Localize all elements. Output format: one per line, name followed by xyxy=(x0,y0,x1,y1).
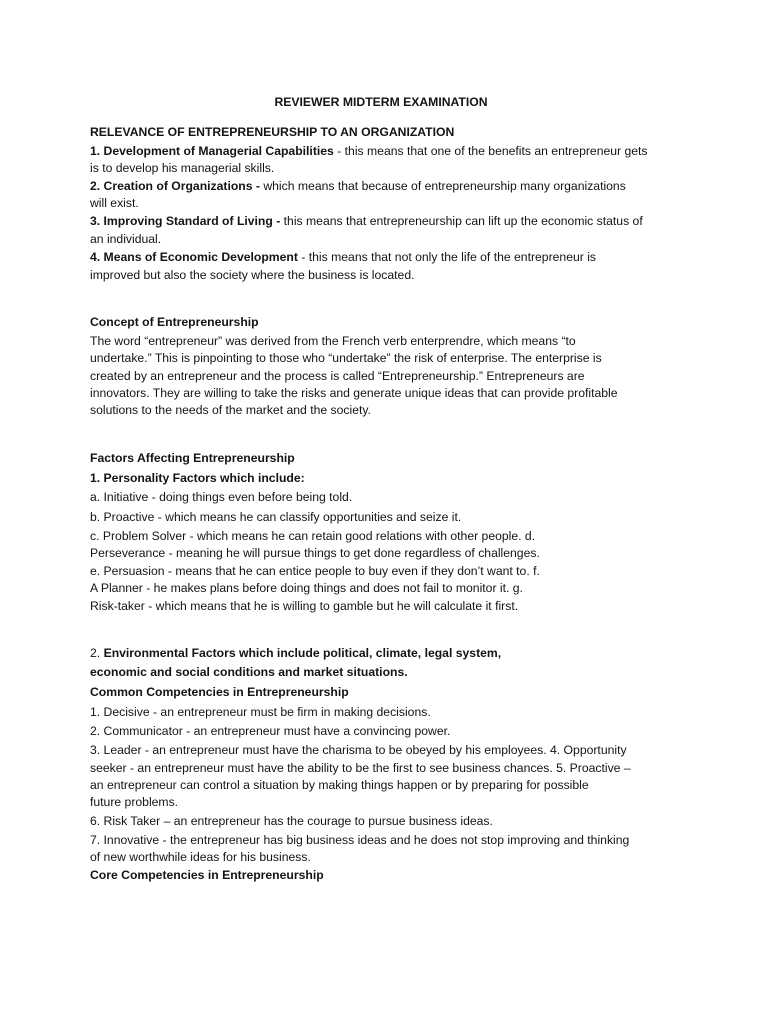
personality-factor-line: Risk-taker - which means that he is willing to gamble but he will calculate it first. xyxy=(90,599,519,613)
page-title: REVIEWER MIDTERM EXAMINATION xyxy=(274,95,488,109)
relevance-item-3-text: this means that entrepreneurship can lift up the economic status of xyxy=(280,214,643,228)
concept-line: solutions to the needs of the market and the society. xyxy=(90,403,371,417)
relevance-item-1 xyxy=(90,143,648,159)
personality-factor-line: e. Persuasion - means that he can entice people to buy even if they don’t want to. f. xyxy=(90,564,540,578)
environmental-factors-line-2: economic and social conditions and market situations. xyxy=(90,665,408,679)
relevance-heading: RELEVANCE OF ENTREPRENEURSHIP TO AN ORGANIZATION xyxy=(90,125,455,139)
common-competency-line: future problems. xyxy=(90,795,179,809)
personality-factors-heading: 1. Personality Factors which include: xyxy=(90,471,305,485)
common-competency-line: of new worthwhile ideas for his business. xyxy=(90,850,311,864)
relevance-item-3-label: 3. Improving Standard of Living - xyxy=(90,214,281,228)
common-competency-line: 7. Innovative - the entrepreneur has big business ideas and he does not stop improving and thinking xyxy=(90,833,630,847)
relevance-item-4-continued: improved but also the society where the business is located. xyxy=(90,268,415,282)
relevance-item-4-label: 4. Means of Economic Development xyxy=(90,250,298,264)
common-competency-line: 1. Decisive - an entrepreneur must be firm in making decisions. xyxy=(90,705,431,719)
common-competency-line: seeker - an entrepreneur must have the ability to be the first to see business chances. 5. Proactive – xyxy=(90,761,631,775)
personality-factor-line: a. Initiative - doing things even before being told. xyxy=(90,490,353,504)
relevance-item-1-label: 1. Development of Managerial Capabilities xyxy=(90,144,334,158)
concept-heading: Concept of Entrepreneurship xyxy=(90,315,259,329)
core-competencies-heading: Core Competencies in Entrepreneurship xyxy=(90,868,324,882)
relevance-item-1-text: - this means that one of the benefits an entrepreneur gets xyxy=(333,144,648,158)
common-competency-line: 6. Risk Taker – an entrepreneur has the courage to pursue business ideas. xyxy=(90,814,493,828)
personality-factor-line: b. Proactive - which means he can classify opportunities and seize it. xyxy=(90,510,462,524)
personality-factor-line: Perseverance - meaning he will pursue things to get done regardless of challenges. xyxy=(90,546,540,560)
relevance-item-1-continued: is to develop his managerial skills. xyxy=(90,161,275,175)
personality-factor-line: c. Problem Solver - which means he can retain good relations with other people. d. xyxy=(90,529,536,543)
common-competency-line: 3. Leader - an entrepreneur must have the charisma to be obeyed by his employees. 4. Opportunity xyxy=(90,743,627,757)
relevance-item-3 xyxy=(90,213,643,229)
relevance-item-4 xyxy=(90,249,596,265)
common-competencies-heading: Common Competencies in Entrepreneurship xyxy=(90,685,349,699)
concept-line: undertake.” This is pinpointing to those who “undertake” the risk of enterprise. The enterprise is xyxy=(90,351,602,365)
relevance-item-2-label: 2. Creation of Organizations - xyxy=(90,179,260,193)
factors-heading: Factors Affecting Entrepreneurship xyxy=(90,451,295,465)
common-competency-line: an entrepreneur can control a situation by making things happen or by preparing for possible xyxy=(90,778,589,792)
relevance-item-3-continued: an individual. xyxy=(90,232,162,246)
relevance-item-2 xyxy=(90,178,626,194)
relevance-item-2-text: which means that because of entrepreneurship many organizations xyxy=(259,179,626,193)
relevance-item-4-text: - this means that not only the life of the entrepreneur is xyxy=(297,250,597,264)
personality-factor-line: A Planner - he makes plans before doing things and does not fail to monitor it. g. xyxy=(90,581,523,595)
environmental-factors-line-1: 2. Environmental Factors which include political, climate, legal system, xyxy=(90,646,502,660)
relevance-item-2-continued: will exist. xyxy=(90,196,139,210)
concept-line: created by an entrepreneur and the process is called “Entrepreneurship.” Entrepreneurs are xyxy=(90,369,585,383)
common-competency-line: 2. Communicator - an entrepreneur must have a convincing power. xyxy=(90,724,451,738)
concept-line: The word “entrepreneur” was derived from the French verb enterprendre, which means “to xyxy=(90,334,576,348)
concept-line: innovators. They are willing to take the risks and generate unique ideas that can provide profitable xyxy=(90,386,618,400)
